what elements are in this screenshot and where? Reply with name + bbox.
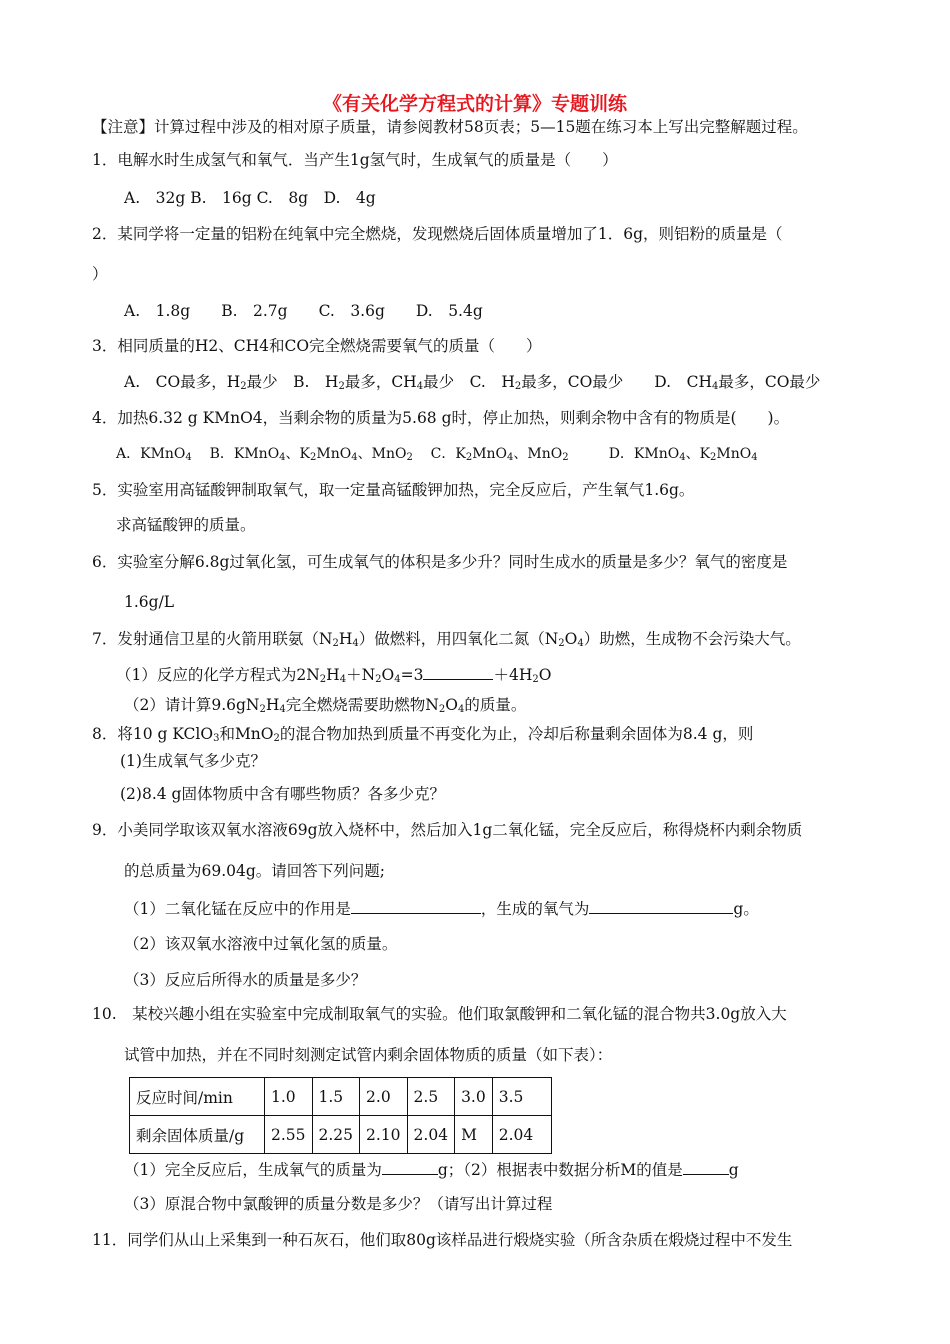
question-8-stem: 8．将10 g KClO$_3$和MnO$_2$的混合物加热到质量不再变化为止，冷却后称量剩余固体为8.4 g，则 [92,725,754,744]
answer-blank[interactable] [589,898,733,914]
question-10-stem: 10. 某校兴趣小组在实验室中完成制取氧气的实验。他们取氯酸钾和二氧化锰的混合物共3.0g放入大 [92,1005,787,1023]
reaction-data-table [129,1077,552,1154]
table-cell: 反应时间/min [130,1078,265,1116]
answer-blank[interactable] [351,898,481,914]
question-9-part-1: （1）二氧化锰在反应中的作用是 ，生成的氧气为 g。 [124,900,759,918]
question-6-stem: 6．实验室分解6.8g过氧化氢，可生成氧气的体积是多少升？同时生成水的质量是多少？氧气的密度是 [92,553,788,571]
question-8-part-2: (2)8.4 g固体物质中含有哪些物质？各多少克？ [120,785,445,803]
question-4-options: A．KMnO$_4$ B．KMnO$_4$、$K_2MnO_4$、MnO$_2$ C．$K_2MnO_4$、MnO$_2$ D．KMnO$_4$、$K_2MnO_4$ [116,446,758,463]
question-2-options: A. 1.8g B. 2.7g C. 3.6g D. 5.4g [124,302,483,320]
question-2-stem-cont: ） [92,265,108,283]
question-10-part-3: （3）原混合物中氯酸钾的质量分数是多少？（请写出计算过程 [124,1195,553,1213]
question-10-stem-cont: 试管中加热，并在不同时刻测定试管内剩余固体物质的质量（如下表）： [124,1046,613,1064]
question-11-stem: 11．同学们从山上采集到一种石灰石，他们取80g该样品进行煅烧实验（所含杂质在煅烧过程中不发生 [92,1231,793,1249]
question-7-part-2: （2）请计算$9.6gN_2H_4$完全燃烧需要助燃物$N_2O_4$的质量。 [124,696,527,715]
table-cell: M [455,1116,493,1154]
question-5-stem-cont: 求高锰酸钾的质量。 [116,516,256,534]
question-4-stem: 4．加热6.32 g KMnO4，当剩余物的质量为5.68 g时，停止加热，则剩余物中含有的物质是( )。 [92,409,790,427]
question-9-part-3: （3）反应后所得水的质量是多少？ [124,971,367,989]
table-cell: 1.5 [312,1078,360,1116]
question-3-options: A. CO最多，$H_2$最少 B. $H_2$最多，$CH_4$最少 C. $H_2$最多，CO最少 D. $CH_4$最多，CO最少 [124,373,821,392]
table-cell: 3.5 [492,1078,551,1116]
table-row [130,1078,552,1116]
table-cell: 3.0 [455,1078,493,1116]
page-title: 《有关化学方程式的计算》专题训练 [322,93,627,115]
table-cell: 2.04 [407,1116,455,1154]
table-cell: 2.04 [492,1116,551,1154]
answer-blank[interactable] [382,1159,438,1175]
question-7-part-1: （1）反应的化学方程式为$2N_2H_4+N_2O_4=3 +4H_2O$ [116,666,552,685]
question-8-part-1: (1)生成氧气多少克？ [120,752,266,770]
table-cell: 剩余固体质量/g [130,1116,265,1154]
answer-blank[interactable] [423,664,493,680]
question-7-stem: 7．发射通信卫星的火箭用联氨$(N_2H_4)$做燃料，用四氧化二氮$(N_2O_4)$助燃，生成物不会污染大气。 [92,630,801,649]
table-cell: 2.0 [360,1078,408,1116]
question-9-part-2: （2）该双氧水溶液中过氧化氢的质量。 [124,935,398,953]
question-2-stem: 2．某同学将一定量的铝粉在纯氧中完全燃烧，发现燃烧后固体质量增加了1．6g，则铝粉的质量是（ [92,225,783,243]
table-cell: 2.10 [360,1116,408,1154]
question-5-stem: 5．实验室用高锰酸钾制取氧气，取一定量高锰酸钾加热，完全反应后，产生氧气1.6g。 [92,481,695,499]
question-1-options: A. 32g B. 16g C. 8g D. 4g [124,189,376,207]
question-9-stem: 9．小美同学取该双氧水溶液69g放入烧杯中，然后加入1g二氧化锰，完全反应后，称得烧杯内剩余物质 [92,821,803,839]
question-10-part-1: （1）完全反应后，生成氧气的质量为 g；（2）根据表中数据分析M的值是 g [124,1161,739,1179]
answer-blank[interactable] [683,1159,729,1175]
question-3-stem: 3．相同质量的H2、CH4和CO完全燃烧需要氧气的质量（ ） [92,337,542,355]
table-row [130,1116,552,1154]
table-cell: 2.55 [265,1116,313,1154]
question-9-stem-cont: 的总质量为69.04g。请回答下列问题; [124,862,386,880]
question-6-stem-cont: 1.6g/L [124,593,175,611]
question-1-stem: 1．电解水时生成氢气和氧气．当产生1g氢气时，生成氧气的质量是（ ） [92,151,618,169]
table-cell: 1.0 [265,1078,313,1116]
table-cell: 2.25 [312,1116,360,1154]
note-text: 【注意】计算过程中涉及的相对原子质量，请参阅教材58页表；5—15题在练习本上写出完整解题过程。 [92,118,808,136]
table-cell: 2.5 [407,1078,455,1116]
